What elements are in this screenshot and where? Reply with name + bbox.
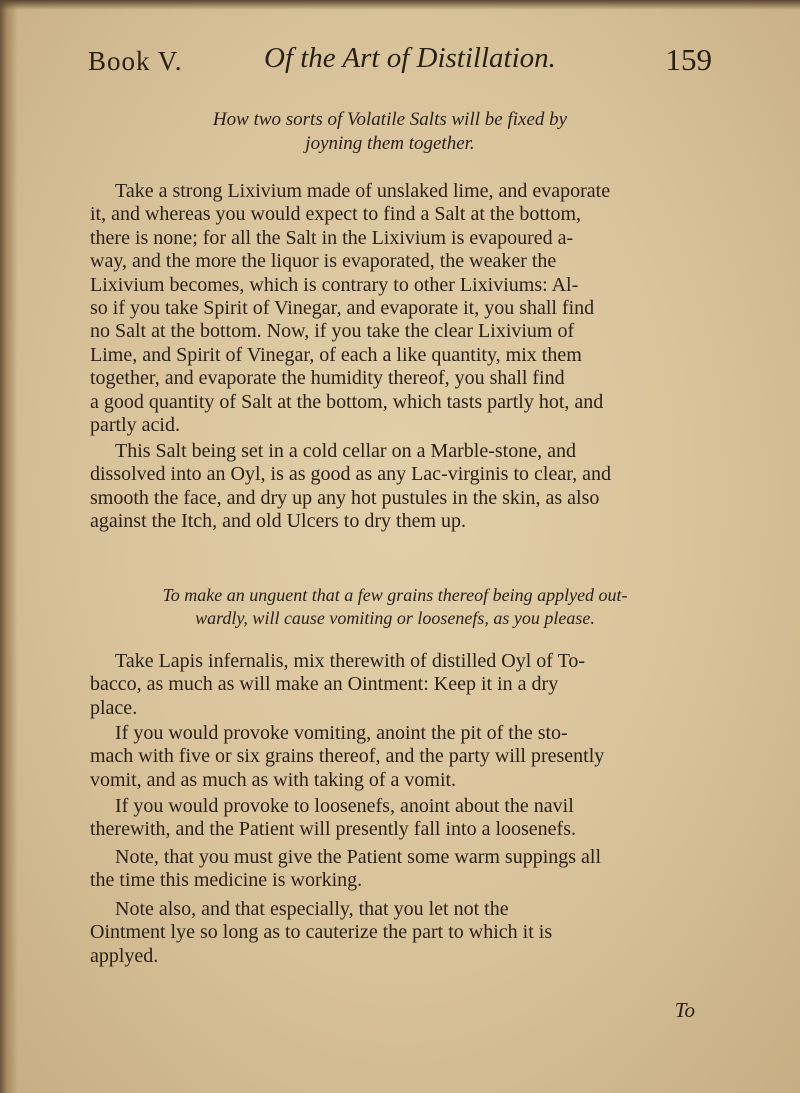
paragraph-lixivium bbox=[90, 180, 700, 437]
text-line: therewith, and the Patient will presently fall into a loosenefs. bbox=[90, 818, 576, 841]
text-line: Take Lapis infernalis, mix therewith of distilled Oyl of To- bbox=[115, 650, 586, 672]
text-line: the time this medicine is working. bbox=[90, 869, 363, 892]
text-line: a good quantity of Salt at the bottom, which tasts partly hot, and bbox=[90, 390, 604, 413]
paragraph-note-suppings bbox=[90, 846, 700, 893]
text-line: there is none; for all the Salt in the Lixivium is evapoured a- bbox=[90, 226, 574, 249]
text-line: together, and evaporate the humidity thereof, you shall find bbox=[90, 367, 565, 390]
text-line: smooth the face, and dry up any hot pustules in the skin, as also bbox=[90, 486, 600, 509]
section-heading-unguent bbox=[95, 584, 695, 630]
paragraph-vomiting bbox=[90, 722, 700, 792]
paragraph-lapis-infernalis bbox=[90, 650, 700, 720]
text-line: so if you take Spirit of Vinegar, and evaporate it, you shall find bbox=[90, 297, 595, 320]
text-line: way, and the more the liquor is evaporated, the weaker the bbox=[90, 250, 557, 273]
text-line: dissolved into an Oyl, is as good as any Lac-virginis to clear, and bbox=[90, 463, 611, 486]
text-line: If you would provoke to loosenefs, anoint about the navil bbox=[115, 795, 574, 817]
paragraph-salt-use bbox=[90, 440, 700, 534]
text-line: no Salt at the bottom. Now, if you take the clear Lixivium of bbox=[90, 320, 575, 343]
text-line: Note, that you must give the Patient some warm suppings all bbox=[115, 846, 602, 868]
text-line: Ointment lye so long as to cauterize the part to which it is bbox=[90, 921, 553, 944]
text-line: Note also, and that especially, that you let not the bbox=[115, 898, 509, 920]
heading-line: To make an unguent that a few grains thereof being applyed out- bbox=[162, 585, 628, 605]
text-line: partly acid. bbox=[90, 414, 180, 437]
text-line: Lime, and Spirit of Vinegar, of each a like quantity, mix them bbox=[90, 343, 582, 366]
text-line: If you would provoke vomiting, anoint the pit of the sto- bbox=[115, 722, 568, 744]
heading-line: How two sorts of Volatile Salts will be fixed by bbox=[212, 109, 568, 130]
book-label: Book V. bbox=[88, 46, 183, 76]
paragraph-note-ointment bbox=[90, 898, 700, 968]
text-line: vomit, and as much as with taking of a vomit. bbox=[90, 768, 457, 791]
paragraph-loosenefs bbox=[90, 795, 700, 842]
text-line: mach with five or six grains thereof, and the party will presently bbox=[90, 745, 605, 768]
text-line: against the Itch, and old Ulcers to dry them up. bbox=[90, 510, 467, 533]
text-line: it, and whereas you would expect to find a Salt at the bottom, bbox=[90, 203, 581, 226]
heading-line: wardly, will cause vomiting or loosenefs, as you please. bbox=[195, 608, 595, 628]
text-line: This Salt being set in a cold cellar on a Marble-stone, and bbox=[115, 440, 576, 462]
text-line: Take a strong Lixivium made of unslaked lime, and evaporate bbox=[115, 180, 611, 202]
page-gutter-shadow bbox=[0, 0, 18, 1093]
heading-line: joyning them together. bbox=[305, 133, 475, 154]
text-line: Lixivium becomes, which is contrary to other Lixiviums: Al- bbox=[90, 273, 579, 296]
page-top-shadow bbox=[0, 0, 800, 10]
text-line: place. bbox=[90, 696, 138, 719]
page-number: 159 bbox=[665, 42, 712, 77]
section-heading-volatile-salts bbox=[110, 108, 670, 156]
running-header bbox=[88, 42, 718, 92]
text-line: bacco, as much as will make an Ointment: Keep it in a dry bbox=[90, 673, 559, 696]
text-line: applyed. bbox=[90, 944, 159, 967]
running-title: Of the Art of Distillation. bbox=[264, 42, 556, 74]
catchword: To bbox=[674, 998, 695, 1022]
